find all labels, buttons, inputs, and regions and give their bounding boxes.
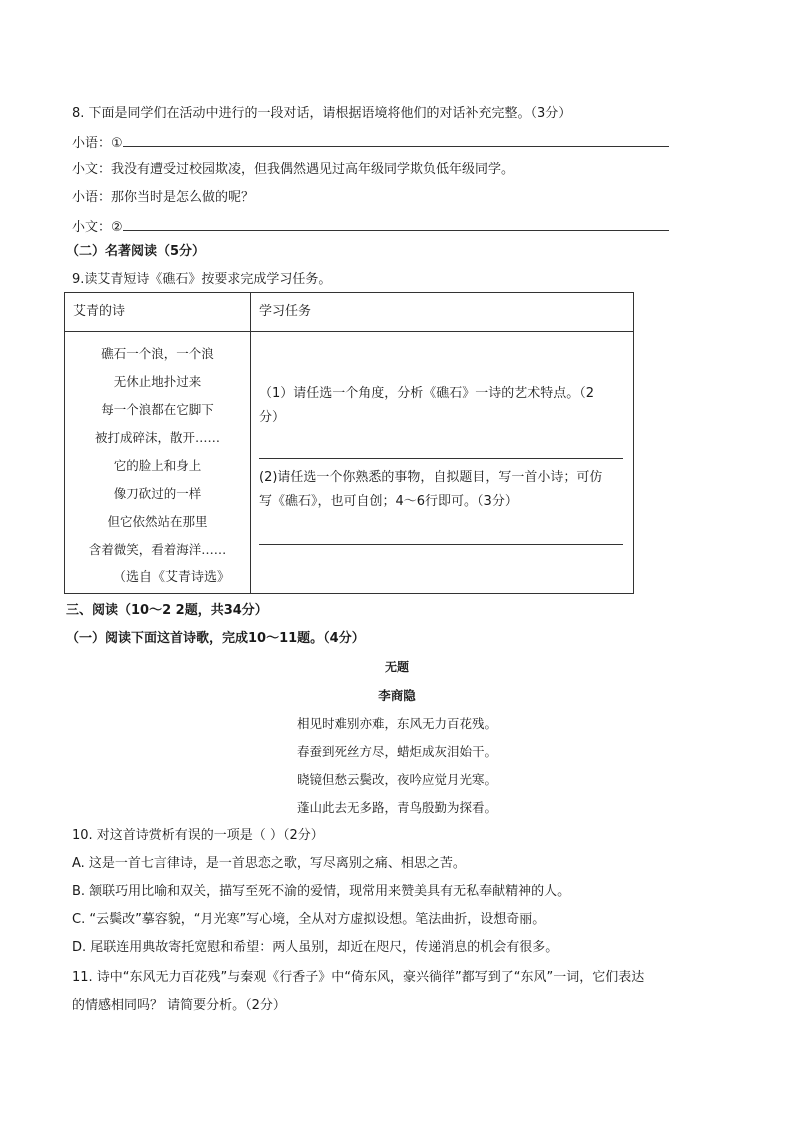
task1-line1: （1）请任选一个角度，分析《礁石》一诗的艺术特点。（2 — [259, 386, 595, 401]
q10-option-c[interactable]: C. “云鬓改”摹容貌，“月光寒”写心境，全从对方虚拟设想。笔法曲折，设想奇丽。 — [72, 912, 546, 927]
q10-stem: 10. 对这首诗赏析有误的一项是（ ）（2分） — [72, 828, 324, 843]
q9-table — [64, 292, 634, 594]
q10-option-b[interactable]: B. 颔联巧用比喻和双关，描写至死不渝的爱情，现常用来赞美具有无私奉献精神的人。 — [72, 884, 571, 899]
q8-line2: 小文：我没有遭受过校园欺凌，但我偶然遇见过高年级同学欺负低年级同学。 — [72, 162, 515, 177]
poem-cell — [65, 332, 251, 594]
poem-line: 礁石一个浪，一个浪 — [101, 346, 214, 361]
table-header-poem: 艾青的诗 — [65, 293, 251, 332]
task2-line2: 写《礁石》，也可自创；4～6行即可。（3分） — [259, 494, 518, 509]
poem-source: （选自《艾青诗选》 — [112, 570, 230, 585]
poem-line: 它的脸上和身上 — [113, 458, 202, 473]
task1-line2: 分） — [259, 410, 286, 425]
section2-heading: （二）名著阅读（5分） — [66, 244, 206, 259]
task1 — [259, 382, 625, 430]
q11-line1: 11. 诗中“东风无力百花残”与秦观《行香子》中“倚东风，豪兴徜徉”都写到了“东风”一词，它们表达 — [72, 970, 645, 985]
q8-line1-speaker: 小语：① — [72, 136, 123, 151]
poem-line: 春蚕到死丝方尽，蜡炬成灰泪始干。 — [296, 744, 497, 759]
poem-line: 含着微笑，看着海洋…… — [88, 542, 227, 557]
q10-option-d[interactable]: D. 尾联连用典故寄托宽慰和希望：两人虽别，却近在咫尺，传递消息的机会有很多。 — [72, 940, 559, 955]
poem-line: 蓬山此去无多路，青鸟殷勤为探看。 — [296, 800, 497, 815]
poem-line: 但它依然站在那里 — [107, 514, 208, 529]
poem-line: 相见时难别亦难，东风无力百花残。 — [296, 716, 497, 731]
poem-title: 无题 — [384, 660, 409, 674]
answer-blank-1[interactable] — [123, 132, 669, 147]
poem-author: 李商隐 — [378, 688, 416, 703]
table-header-task: 学习任务 — [251, 293, 634, 332]
q11-line2: 的情感相同吗？ 请简要分析。（2分） — [72, 998, 286, 1013]
task-cell — [251, 332, 634, 594]
subsection1-heading: （一）阅读下面这首诗歌，完成10～11题。（4分） — [66, 631, 365, 646]
poem-line: 被打成碎沫，散开…… — [94, 430, 220, 445]
q8-line4 — [72, 216, 669, 238]
section3-heading: 三、阅读（10～2 2题，共34分） — [66, 603, 268, 618]
answer-blank-2[interactable] — [123, 216, 669, 231]
q9-stem: 9.读艾青短诗《礁石》按要求完成学习任务。 — [72, 272, 332, 287]
poem-line: 无休止地扑过来 — [113, 374, 202, 389]
q10-option-a[interactable]: A. 这是一首七言律诗，是一首思恋之歌，写尽离别之痛、相思之苦。 — [72, 856, 466, 871]
poem-line: 像刀砍过的一样 — [113, 486, 202, 501]
q8-line1 — [72, 132, 669, 154]
poem-line: 每一个浪都在它脚下 — [101, 402, 214, 417]
q8-stem: 8. 下面是同学们在活动中进行的一段对话，请根据语境将他们的对话补充完整。（3分） — [72, 106, 572, 121]
task2 — [259, 466, 625, 514]
q8-line3: 小语：那你当时是怎么做的呢？ — [72, 190, 255, 205]
answer-rule-2[interactable] — [259, 544, 623, 545]
answer-rule-1[interactable] — [259, 458, 623, 459]
poem-line: 晓镜但愁云鬓改，夜吟应觉月光寒。 — [296, 772, 497, 787]
q8-line4-speaker: 小文：② — [72, 220, 123, 235]
task2-line1: (2)请任选一个你熟悉的事物，自拟题目，写一首小诗；可仿 — [259, 470, 603, 485]
